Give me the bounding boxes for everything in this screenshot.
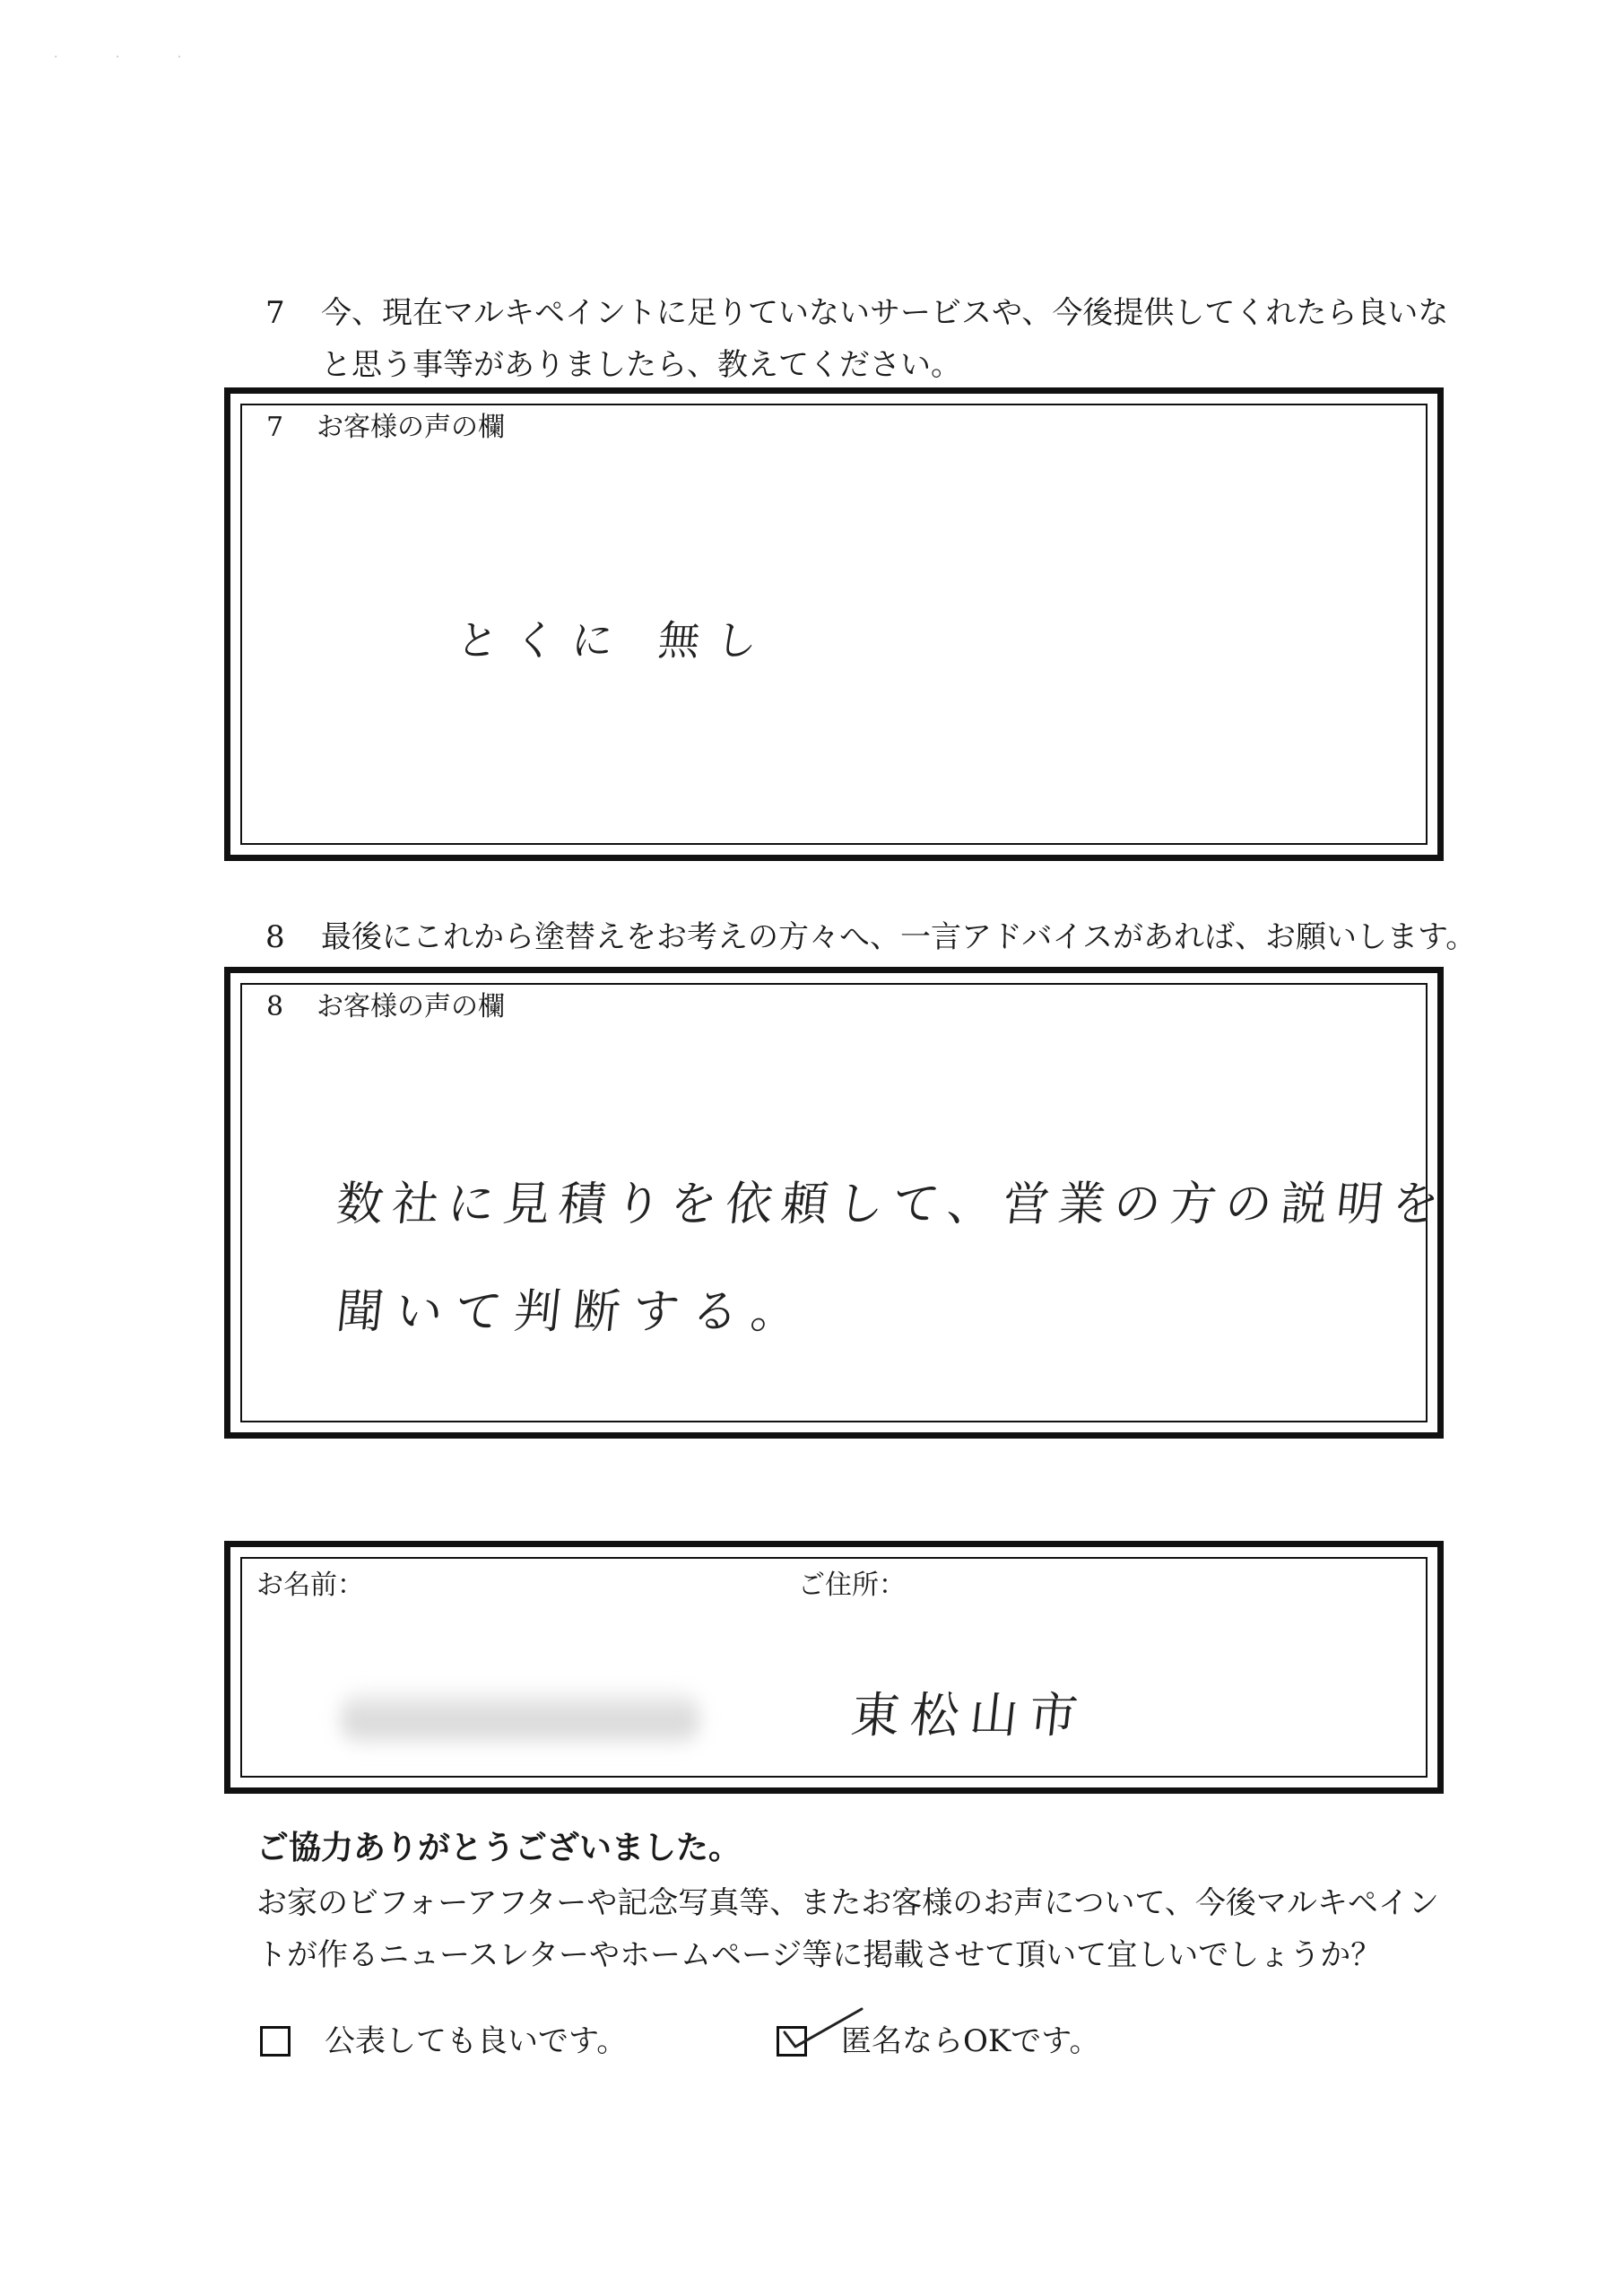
name-label: お名前：: [256, 1570, 364, 1601]
answer-box-7-label: [266, 410, 505, 446]
redacted-name: [341, 1686, 699, 1749]
scan-specks: · · ·: [54, 50, 209, 65]
answer-7-handwriting: とくに 無し: [454, 616, 777, 665]
option-public-label: 公表しても良いです。: [325, 2023, 628, 2059]
question-8: [265, 911, 1476, 963]
option-anonymous-label: 匿名ならOKです。: [841, 2023, 1100, 2059]
address-handwriting: 東松山市: [848, 1687, 1091, 1744]
option-anonymous[interactable]: [777, 2022, 1100, 2061]
answer-box-7: [224, 387, 1444, 861]
answer-box-7-inner-border: [240, 404, 1428, 845]
thanks-line2: トが作るニュースレターやホームページ等に掲載させて頂いて宜しいでしょうか？: [256, 1937, 1382, 1973]
answer-8-handwriting-line1: 数社に見積りを依頼して、営業の方の説明を: [334, 1178, 1451, 1231]
thanks-line1: お家のビフォーアフターや記念写真等、またお客様のお声について、今後マルキペイン: [256, 1885, 1439, 1921]
option-public[interactable]: [260, 2022, 627, 2061]
answer-box-8-label: [266, 989, 505, 1025]
question-7-line2: と思う事等がありましたら、教えてください。: [321, 347, 961, 383]
answer-box-8-number: 8: [266, 991, 284, 1022]
question-7: [265, 287, 1448, 391]
answer-box-8-title: お客様の声の欄: [317, 991, 505, 1022]
question-7-line1: 今、現在マルキペイントに足りていないサービスや、今後提供してくれたら良いな: [321, 295, 1449, 331]
answer-box-7-title: お客様の声の欄: [317, 412, 505, 443]
checkbox-checked-icon[interactable]: [777, 2026, 807, 2057]
thanks-title: ご協力ありがとうございました。: [256, 1829, 742, 1866]
checkbox-empty-icon[interactable]: [260, 2026, 291, 2057]
check-mark-icon: [783, 2005, 864, 2059]
answer-8-handwriting-line2: 聞いて判断する。: [334, 1285, 813, 1339]
answer-box-7-number: 7: [266, 412, 284, 443]
question-7-number: 7: [265, 295, 285, 331]
question-8-number: 8: [265, 919, 285, 955]
question-8-text: 最後にこれから塗替えをお考えの方々へ、一言アドバイスがあれば、お願いします。: [321, 919, 1477, 955]
address-label: ご住所：: [798, 1570, 906, 1601]
